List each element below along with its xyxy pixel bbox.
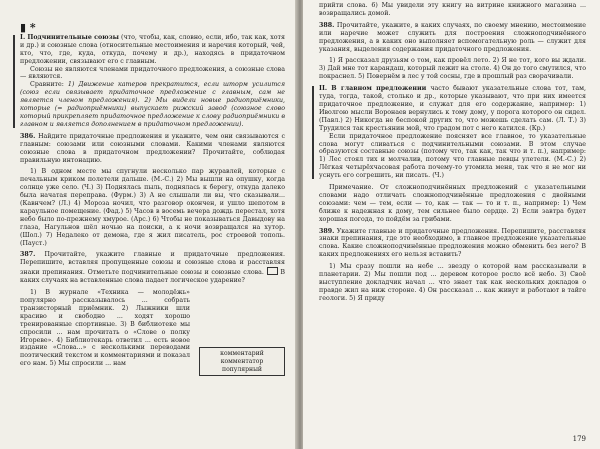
exercise-387-body: 1) В журнале «Техника — молодёжь» популярно рассказывалось ... собрать транзисторный приёмник. 2) Лыжники шли красиво и свободно ... ходят хорошо тренированные спортивные. 3) В библиотеке мы спросили ... нам прочитать о «Слове о полку Игореве». 4) Библиотекарь ответил ... есть новое издание «Слова...» с несколькими переводами поэтический текстом и комментариями и показал его нам. 5) Мы спросили ... нам xyxy=(20,289,190,368)
exercise-386-body: 1) В одном месте мы спугнули несколько пар журавлей, которые с печальным криком полетели дальше. (М.-С.) 2) Мы вышли на опушку, когда солнце уже село. (Ч.) 3) Поднялась пыль, поднялась к берегу, откуда далеко была начатая переправа. (Фурм.) 3) А не слышали ли вы, что сказывали... (Кавнчем? (Л.) 4) Мороза ночил, что разговор окончен, и ушло шепотом в караульное помещение. (Фад.) 5) Часов в восемь вечера дождь перестал, хотя небо было по-прежнему хмурое. (Арс.) 6) Чтобы не показываться Давыдову на глаза, Нагульнов шёл ночью на поиски, а к ночи возвращался на хутор. (Шол.) 7) Недалеко от демона, где я жил писатель, рос строевой тополь. (Пауст.) xyxy=(20,168,285,247)
rule-bar xyxy=(13,35,15,128)
rule2-note: Если придаточное предложение поясняет все главное, то указательные слова могут сливаться с подчинительными союзами. В этом случае образуются составные союзы (потому что, так как, так что и т. п.), например: 1) Лес стоял тих и молчалив, потому что главные певцы улетели. (М.-С.) 2) Лёгкая четырёхчасовая работа почему-то утомила меня, так что я не мог ни уснуть его согрешить, ни писать. (Ч.) xyxy=(319,132,586,180)
page-number: 179 xyxy=(572,435,586,443)
rule-bar xyxy=(312,86,314,179)
exercise-389-task: Укажите главные и придаточные предложения. Перепишите, расставляя знаки препинания, где это необходимо, в главное предложение указательные слова. Какие сложноподчинённые предложения можно обменить без него? В каких предложениях его нельзя вставить? xyxy=(319,227,586,259)
exercise-388-number: 388. xyxy=(319,21,335,29)
remark-label: Примечание. xyxy=(329,184,374,192)
rule-body: (что, чтобы, как, словно, если, ибо, так как, хотя и др.) и союзные слова (относительные местоимения и наречия который, чей, кто, что, где, куда, откуда, почему и др.), находясь в придаточном предложении, связывают его с главным. xyxy=(20,33,285,65)
exercise-387-task: Прочитайте, укажите главные и придаточные предложения. Перепишите, вставляя пропущенные союзы и союзные слова и расставляя знаки препинания. Отметьте подчинительные союзы и союзные слова. xyxy=(20,251,285,277)
left-column xyxy=(0,0,297,449)
rule-block-2 xyxy=(319,85,586,180)
right-column xyxy=(303,0,600,449)
exercise-387-question: В каких случаях на вставленные слова падает логическое ударение? xyxy=(20,269,285,285)
left-page xyxy=(0,0,297,449)
rule-title: I. Подчинительные союзы xyxy=(20,33,119,41)
rule2-title: II. В главном предложении xyxy=(319,85,427,93)
remark-body: От сложноподчинённых предложений с указательными словами надо отличать сложноподчинённые предложения с двойными союзами: чем — тем, если — то, как — так — то и т. п., например: 1) Чем ближе к надежная к дому, тем сильнее было сердце. 2) Если завтра будет хорошая погода, то пойдём за грибами. xyxy=(319,184,586,223)
continued-text: прийти слова. 6) Мы увидели эту книгу на витрине книжного магазина ... возвращались домой. xyxy=(319,2,586,17)
checkbox-icon xyxy=(267,267,278,275)
exercise-389-body: 1) Мы сразу пошли на небе ... звезду о которой нам рассказывали в планетарии. 2) Мы пошли под ... деревом которое росло всё небо. 3) Своё выступление докладчик начал ... что знает так как нескольких докладов о правде жил на ниж стороне. 4) Он рассказал ... как живут и работают в тайге геологи. 5) Я приду xyxy=(319,263,586,302)
compare-text: 1) Движение катеров прекратится, если шторм усилится (союз если связывает придаточное предложение с главным, сам не является членом предложения). 2) Мы видели новые радиоприёмники, которые (= радиоприёмники) выпускает рижский завод (союзное слово который прикрепляет придаточное предложение к слову радиоприёмники в главном и является дополнением в придаточном предложении). xyxy=(20,81,285,128)
rule-block-1 xyxy=(20,34,285,129)
exercise-386-task: Найдите придаточные предложения и укажите, чем они связываются с главным: союзами или союзными словами. Какими членами являются союзные слова в придаточном предложении? Прочитайте, соблюдая правильную интонацию. xyxy=(20,132,285,164)
rule2-body: часто бывают указательные слова тот, там, туда, тогда, такой, столько и др., которые указывают, что при них имеется придаточное предложение, и служат для его содержание, например: 1) Иволгою мысли Воронаев вернулись к тому дому, у порога которого он сидел. (Павл.) 2) Никогда не беспокой других то, что можешь сделать сам. (Л. Т.) 3) Трудился так крестьянин мой, что градом пот с него катился. (Кр.) xyxy=(319,85,586,132)
vocab-word: популярный xyxy=(222,365,262,373)
section-marker: ▮ * xyxy=(20,21,36,34)
vocabulary-box xyxy=(199,347,285,376)
compare-label: Сравните: xyxy=(30,81,64,89)
exercise-389-number: 389. xyxy=(319,227,335,235)
vocab-word: комментарий xyxy=(220,350,264,357)
rule-note: Союзы не являются членами придаточного предложения, а союзные слова — являются. xyxy=(20,65,285,81)
exercise-388-body: 1) Я рассказал друзьям о том, как провёл лето. 2) Я не тот, кого вы ждали. 3) Дай мне тот карандаш, который лежит на столе. 4) Он до того смутился, что покраснел. 5) Повернём в лес у той сосны, где в прошлый раз сворачивали. xyxy=(319,57,586,81)
vocab-word: комментатор xyxy=(220,357,264,365)
right-page xyxy=(303,0,600,449)
exercise-386-number: 386. xyxy=(20,132,36,140)
exercise-388-task: Прочитайте, укажите, в каких случаях, по своему мнению, местоимение или наречие может служить для построения сложноподчинённого предложения, а в каких оно выполняет вспомогательную роль — служит для указания, выделения содержания придаточного предложения. xyxy=(319,21,586,53)
exercise-387-number: 387. xyxy=(20,251,36,259)
